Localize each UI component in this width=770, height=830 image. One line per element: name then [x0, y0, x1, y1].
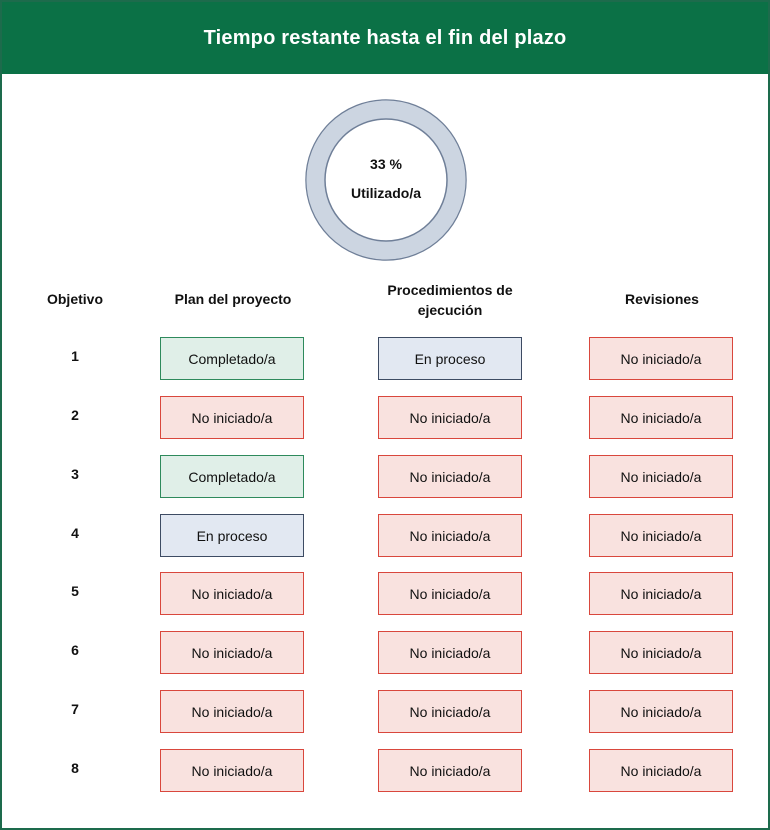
row-number: 8: [71, 760, 79, 776]
status-cell-procedures[interactable]: En proceso: [378, 337, 522, 380]
status-cell-procedures[interactable]: No iniciado/a: [378, 514, 522, 557]
row-number: 7: [71, 701, 79, 717]
status-cell-reviews[interactable]: No iniciado/a: [589, 690, 733, 733]
status-cell-procedures[interactable]: No iniciado/a: [378, 572, 522, 615]
status-cell-plan[interactable]: No iniciado/a: [160, 690, 304, 733]
status-cell-plan[interactable]: Completado/a: [160, 455, 304, 498]
row-number: 3: [71, 466, 79, 482]
status-cell-reviews[interactable]: No iniciado/a: [589, 749, 733, 792]
column-header-plan: Plan del proyecto: [174, 291, 292, 307]
column-header-objective: Objetivo: [46, 291, 103, 307]
row-number: 5: [71, 583, 79, 599]
status-cell-procedures[interactable]: No iniciado/a: [378, 455, 522, 498]
status-cell-plan[interactable]: Completado/a: [160, 337, 304, 380]
status-cell-reviews[interactable]: No iniciado/a: [589, 514, 733, 557]
status-cell-plan[interactable]: No iniciado/a: [160, 749, 304, 792]
header-bar: [2, 2, 768, 74]
percent-used-value: 33 %: [370, 156, 402, 172]
status-cell-reviews[interactable]: No iniciado/a: [589, 631, 733, 674]
row-number: 2: [71, 407, 79, 423]
column-header-reviews: Revisiones: [625, 291, 699, 307]
page-title: Tiempo restante hasta el fin del plazo: [203, 26, 567, 49]
time-used-donut: [304, 98, 468, 262]
row-number: 1: [71, 348, 79, 364]
percent-used-label: Utilizado/a: [350, 185, 421, 201]
status-cell-plan[interactable]: No iniciado/a: [160, 572, 304, 615]
progress-ring-inner-edge: [325, 119, 447, 241]
status-cell-procedures[interactable]: No iniciado/a: [378, 690, 522, 733]
row-number: 4: [71, 525, 79, 541]
status-cell-plan[interactable]: No iniciado/a: [160, 631, 304, 674]
status-cell-plan[interactable]: No iniciado/a: [160, 396, 304, 439]
status-cell-procedures[interactable]: No iniciado/a: [378, 631, 522, 674]
status-cell-procedures[interactable]: No iniciado/a: [378, 396, 522, 439]
status-cell-reviews[interactable]: No iniciado/a: [589, 572, 733, 615]
row-number: 6: [71, 642, 79, 658]
progress-ring: [304, 98, 468, 262]
column-header-procedures: Procedimientos de ejecución: [387, 282, 513, 318]
status-cell-reviews[interactable]: No iniciado/a: [589, 396, 733, 439]
status-cell-procedures[interactable]: No iniciado/a: [378, 749, 522, 792]
status-cell-plan[interactable]: En proceso: [160, 514, 304, 557]
status-cell-reviews[interactable]: No iniciado/a: [589, 337, 733, 380]
status-cell-reviews[interactable]: No iniciado/a: [589, 455, 733, 498]
